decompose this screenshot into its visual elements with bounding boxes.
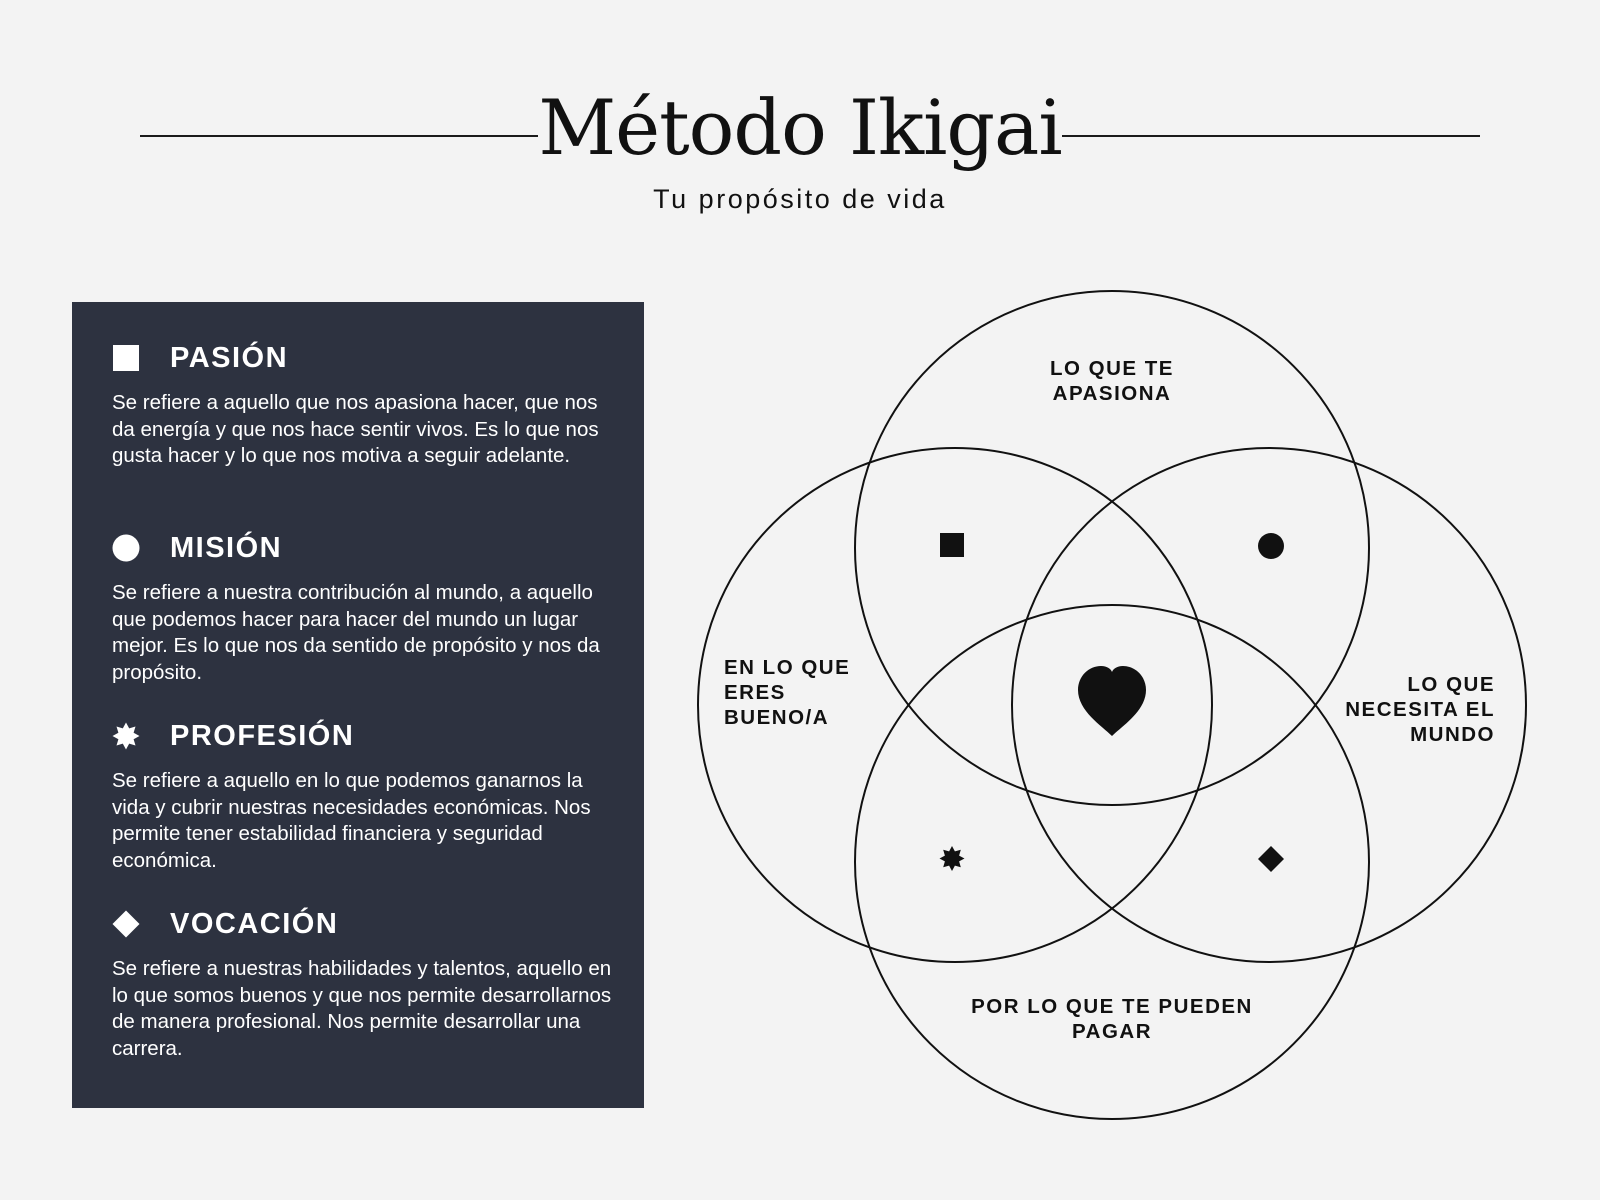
heart-icon [1078, 666, 1146, 736]
definition-text: Se refiere a nuestra contribución al mundo, a aquello que podemos hacer para hacer del mundo un lugar mejor. Es lo que nos da sentido de propósito y nos da propósito. [112, 581, 600, 684]
definitions-panel [72, 302, 644, 1108]
ikigai-venn-diagram [690, 280, 1540, 1130]
circle-icon [112, 534, 140, 562]
definition-vocacion [112, 904, 612, 1062]
star-icon [940, 846, 965, 871]
definition-mision [112, 528, 612, 686]
label-pueden-pagar: POR LO QUE TE PUEDEN PAGAR [971, 995, 1253, 1043]
label-eres-bueno: EN LO QUE ERES BUENO/A [724, 656, 851, 729]
diamond-icon [112, 910, 140, 938]
circle-icon [1258, 533, 1284, 559]
definition-text: Se refiere a nuestras habilidades y talentos, aquello en lo que somos buenos y que nos permite desarrollarnos de manera profesional. Nos permite desarrollar una carrera. [112, 957, 612, 1060]
diamond-icon [1258, 846, 1284, 872]
star-icon [112, 722, 140, 750]
definition-title: PASIÓN [170, 342, 289, 374]
label-apasiona: LO QUE TE APASIONA [1050, 357, 1174, 405]
page-title: Método Ikigai [538, 83, 1062, 172]
definition-title: VOCACIÓN [170, 908, 339, 940]
definition-pasion [112, 338, 612, 470]
title-row [0, 78, 1600, 198]
definition-text: Se refiere a aquello en lo que podemos ganarnos la vida y cubrir nuestras necesidades económicas. Nos permite tener estabilidad financiera y seguridad económica. [112, 769, 591, 872]
label-necesita-mundo: LO QUE NECESITA EL MUNDO [1345, 673, 1495, 746]
definition-profesion [112, 716, 612, 874]
square-icon [940, 533, 964, 557]
square-icon [112, 344, 140, 372]
page-subtitle: Tu propósito de vida [653, 184, 947, 214]
definition-title: PROFESIÓN [170, 720, 355, 752]
definition-title: MISIÓN [170, 532, 283, 564]
definition-text: Se refiere a aquello que nos apasiona hacer, que nos da energía y que nos hace sentir vivos. Es lo que nos gusta hacer y lo que nos motiva a seguir adelante. [112, 391, 599, 467]
